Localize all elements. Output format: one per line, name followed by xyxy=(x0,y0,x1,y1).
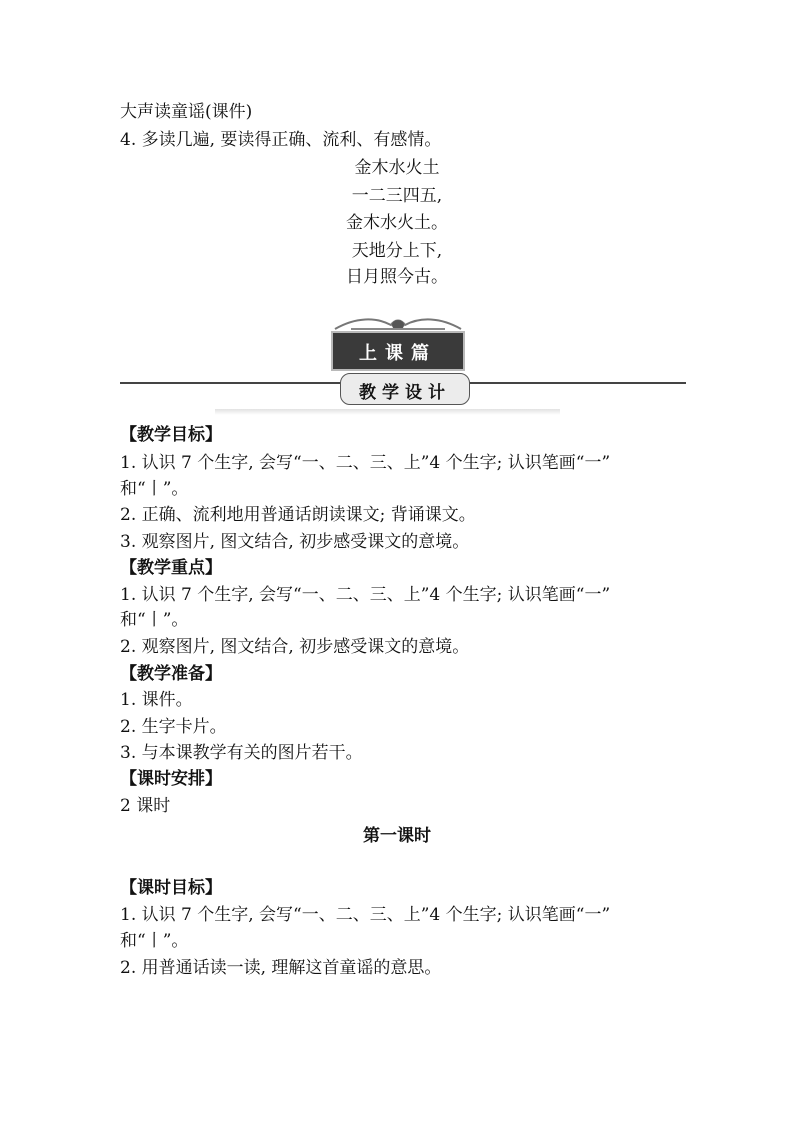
preparation-heading: 【教学准备】 xyxy=(120,664,222,684)
goals-item: 2. 正确、流利地用普通话朗读课文; 背诵课文。 xyxy=(120,505,476,525)
poem-line: 日月照今古。 xyxy=(346,267,448,287)
banner-bottom-label: 教学设计 xyxy=(359,383,451,403)
preparation-item: 2. 生字卡片。 xyxy=(120,717,227,737)
goals-item: 1. 认识 7 个生字, 会写“一、二、三、上”4 个生字; 认识笔画“一” xyxy=(120,453,611,473)
section-banner xyxy=(0,315,794,415)
schedule-item: 2 课时 xyxy=(120,796,171,816)
schedule-heading: 【课时安排】 xyxy=(120,769,222,789)
key-points-item: 和“丨”。 xyxy=(120,610,189,630)
banner-shadow xyxy=(215,409,560,415)
key-points-item: 2. 观察图片, 图文结合, 初步感受课文的意境。 xyxy=(120,637,470,657)
lesson-title: 第一课时 xyxy=(363,826,431,846)
lesson-goals-item: 1. 认识 7 个生字, 会写“一、二、三、上”4 个生字; 认识笔画“一” xyxy=(120,905,611,925)
goals-heading: 【教学目标】 xyxy=(120,425,222,445)
key-points-heading: 【教学重点】 xyxy=(120,558,222,578)
poem-line: 一二三四五, xyxy=(351,186,443,206)
key-points-item: 1. 认识 7 个生字, 会写“一、二、三、上”4 个生字; 认识笔画“一” xyxy=(120,585,611,605)
intro-line-1: 大声读童谣(课件) xyxy=(120,102,253,122)
poem-line: 天地分上下, xyxy=(351,241,443,261)
goals-item: 和“丨”。 xyxy=(120,479,189,499)
lesson-goals-item: 和“丨”。 xyxy=(120,931,189,951)
banner-top-box xyxy=(331,331,465,371)
banner-bottom-box xyxy=(340,373,470,405)
preparation-item: 3. 与本课教学有关的图片若干。 xyxy=(120,743,363,763)
poem-line: 金木水火土。 xyxy=(346,213,448,233)
preparation-item: 1. 课件。 xyxy=(120,690,193,710)
lesson-goals-item: 2. 用普通话读一读, 理解这首童谣的意思。 xyxy=(120,958,442,978)
poem-title: 金木水火土 xyxy=(354,158,440,178)
banner-top-label: 上课篇 xyxy=(359,343,437,364)
lesson-goals-heading: 【课时目标】 xyxy=(120,878,222,898)
goals-item: 3. 观察图片, 图文结合, 初步感受课文的意境。 xyxy=(120,532,470,552)
intro-line-2: 4. 多读几遍, 要读得正确、流利、有感情。 xyxy=(120,130,442,150)
